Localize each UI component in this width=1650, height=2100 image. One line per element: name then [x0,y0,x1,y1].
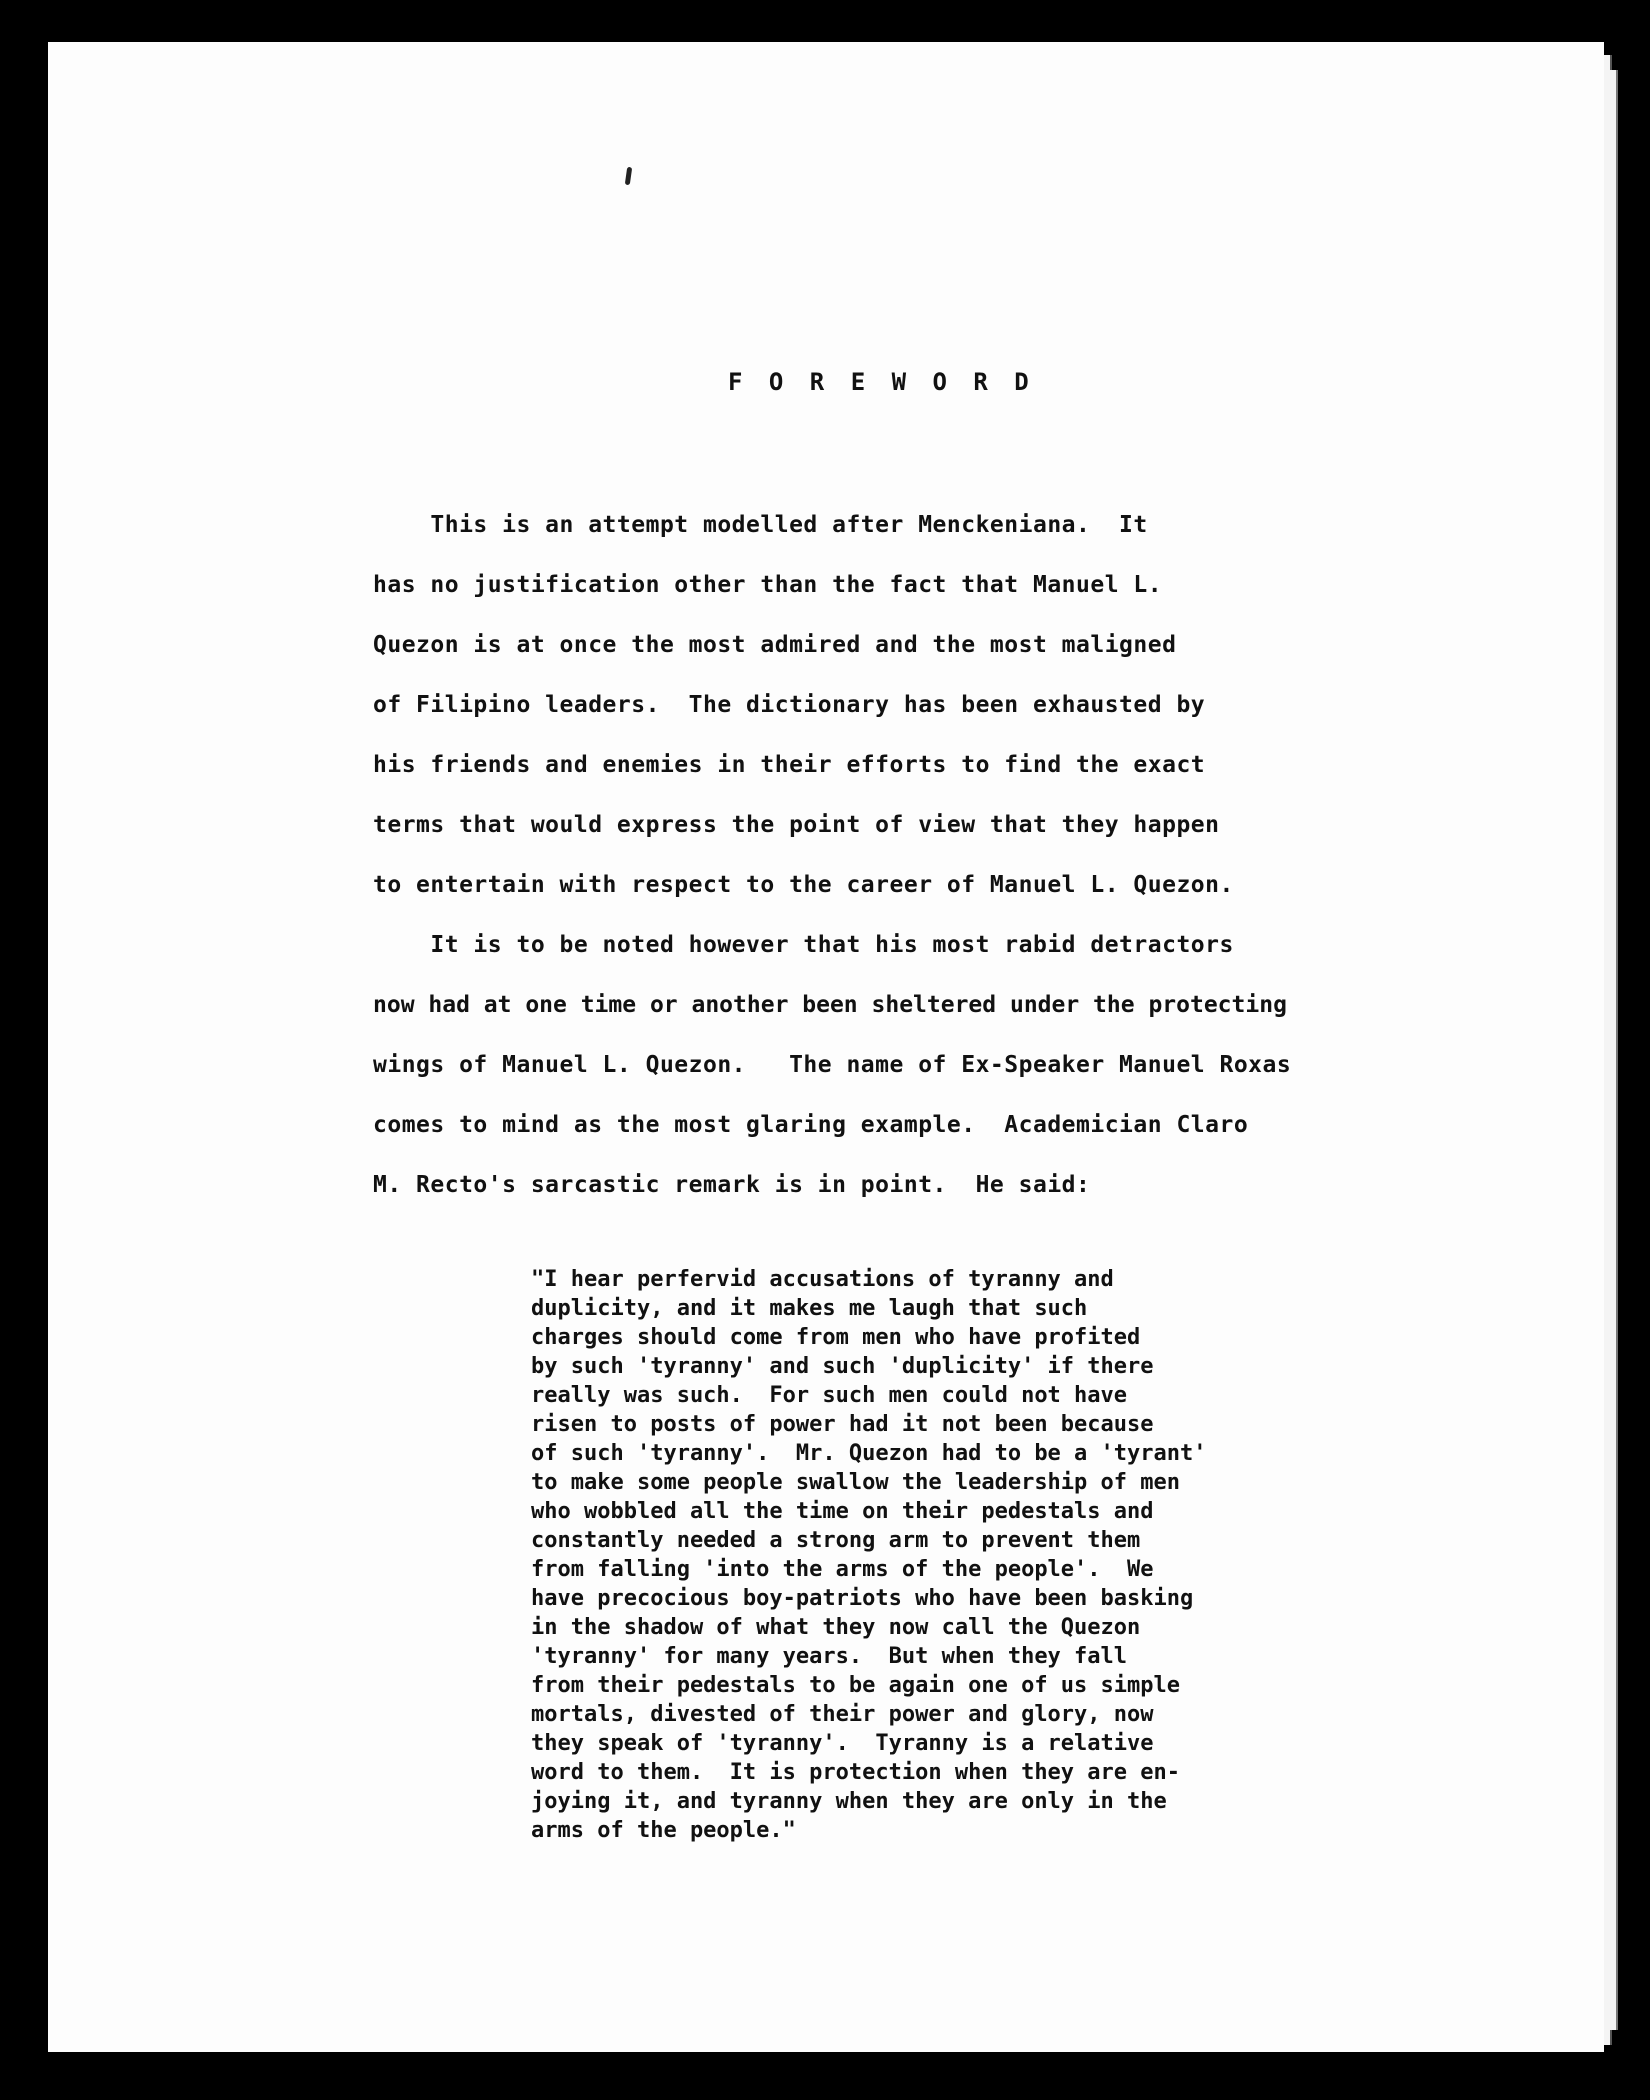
quote-line: from falling 'into the arms of the people'. We [531,1557,1154,1582]
ink-mark [625,167,632,186]
paragraph-line: comes to mind as the most glaring example. Academician Claro [373,1112,1249,1138]
quote-line: arms of the people." [531,1818,796,1843]
paragraph-line: has no justification other than the fact that Manuel L. [373,572,1163,598]
quote-line: 'tyranny' for many years. But when they fall [531,1644,1128,1669]
document-page [48,42,1604,2052]
paragraph-line: Quezon is at once the most admired and the most maligned [373,632,1177,658]
page-edge [1606,70,1618,2030]
quote-line: risen to posts of power had it not been because [531,1412,1154,1437]
quote-line: have precocious boy-patriots who have been basking [531,1586,1194,1611]
quote-line: they speak of 'tyranny'. Tyranny is a relative [531,1731,1154,1756]
quote-line: joying it, and tyranny when they are only in the [531,1789,1167,1814]
quote-line: word to them. It is protection when they are en- [531,1760,1181,1785]
quote-line: "I hear perfervid accusations of tyranny and [531,1267,1114,1292]
quote-line: duplicity, and it makes me laugh that such [531,1296,1088,1321]
paragraph-line: his friends and enemies in their efforts to find the exact [373,752,1206,778]
quote-line: mortals, divested of their power and glory, now [531,1702,1154,1727]
paragraph-line: now had at one time or another been sheltered under the protecting [373,992,1287,1018]
quote-line: in the shadow of what they now call the Quezon [531,1615,1141,1640]
paragraph-line: of Filipino leaders. The dictionary has been exhausted by [373,692,1206,718]
paragraph-line: M. Recto's sarcastic remark is in point. He said: [373,1172,1091,1198]
quote-line: by such 'tyranny' and such 'duplicity' if there [531,1354,1154,1379]
quote-line: to make some people swallow the leadership of men [531,1470,1181,1495]
paragraph-line: to entertain with respect to the career of Manuel L. Quezon. [373,872,1234,898]
quote-line: charges should come from men who have profited [531,1325,1141,1350]
quote-line: really was such. For such men could not have [531,1383,1128,1408]
page-title: F O R E W O R D [728,368,1035,396]
paragraph-line: It is to be noted however that his most rabid detractors [373,932,1234,958]
paragraph-line: wings of Manuel L. Quezon. The name of Ex-Speaker Manuel Roxas [373,1052,1292,1078]
paragraph-line: This is an attempt modelled after Menckeniana. It [373,512,1148,538]
paragraph-line: terms that would express the point of view that they happen [373,812,1220,838]
quote-line: constantly needed a strong arm to prevent them [531,1528,1141,1553]
quote-line: of such 'tyranny'. Mr. Quezon had to be a 'tyrant' [531,1441,1207,1466]
quote-line: who wobbled all the time on their pedestals and [531,1499,1154,1524]
quote-line: from their pedestals to be again one of us simple [531,1673,1181,1698]
